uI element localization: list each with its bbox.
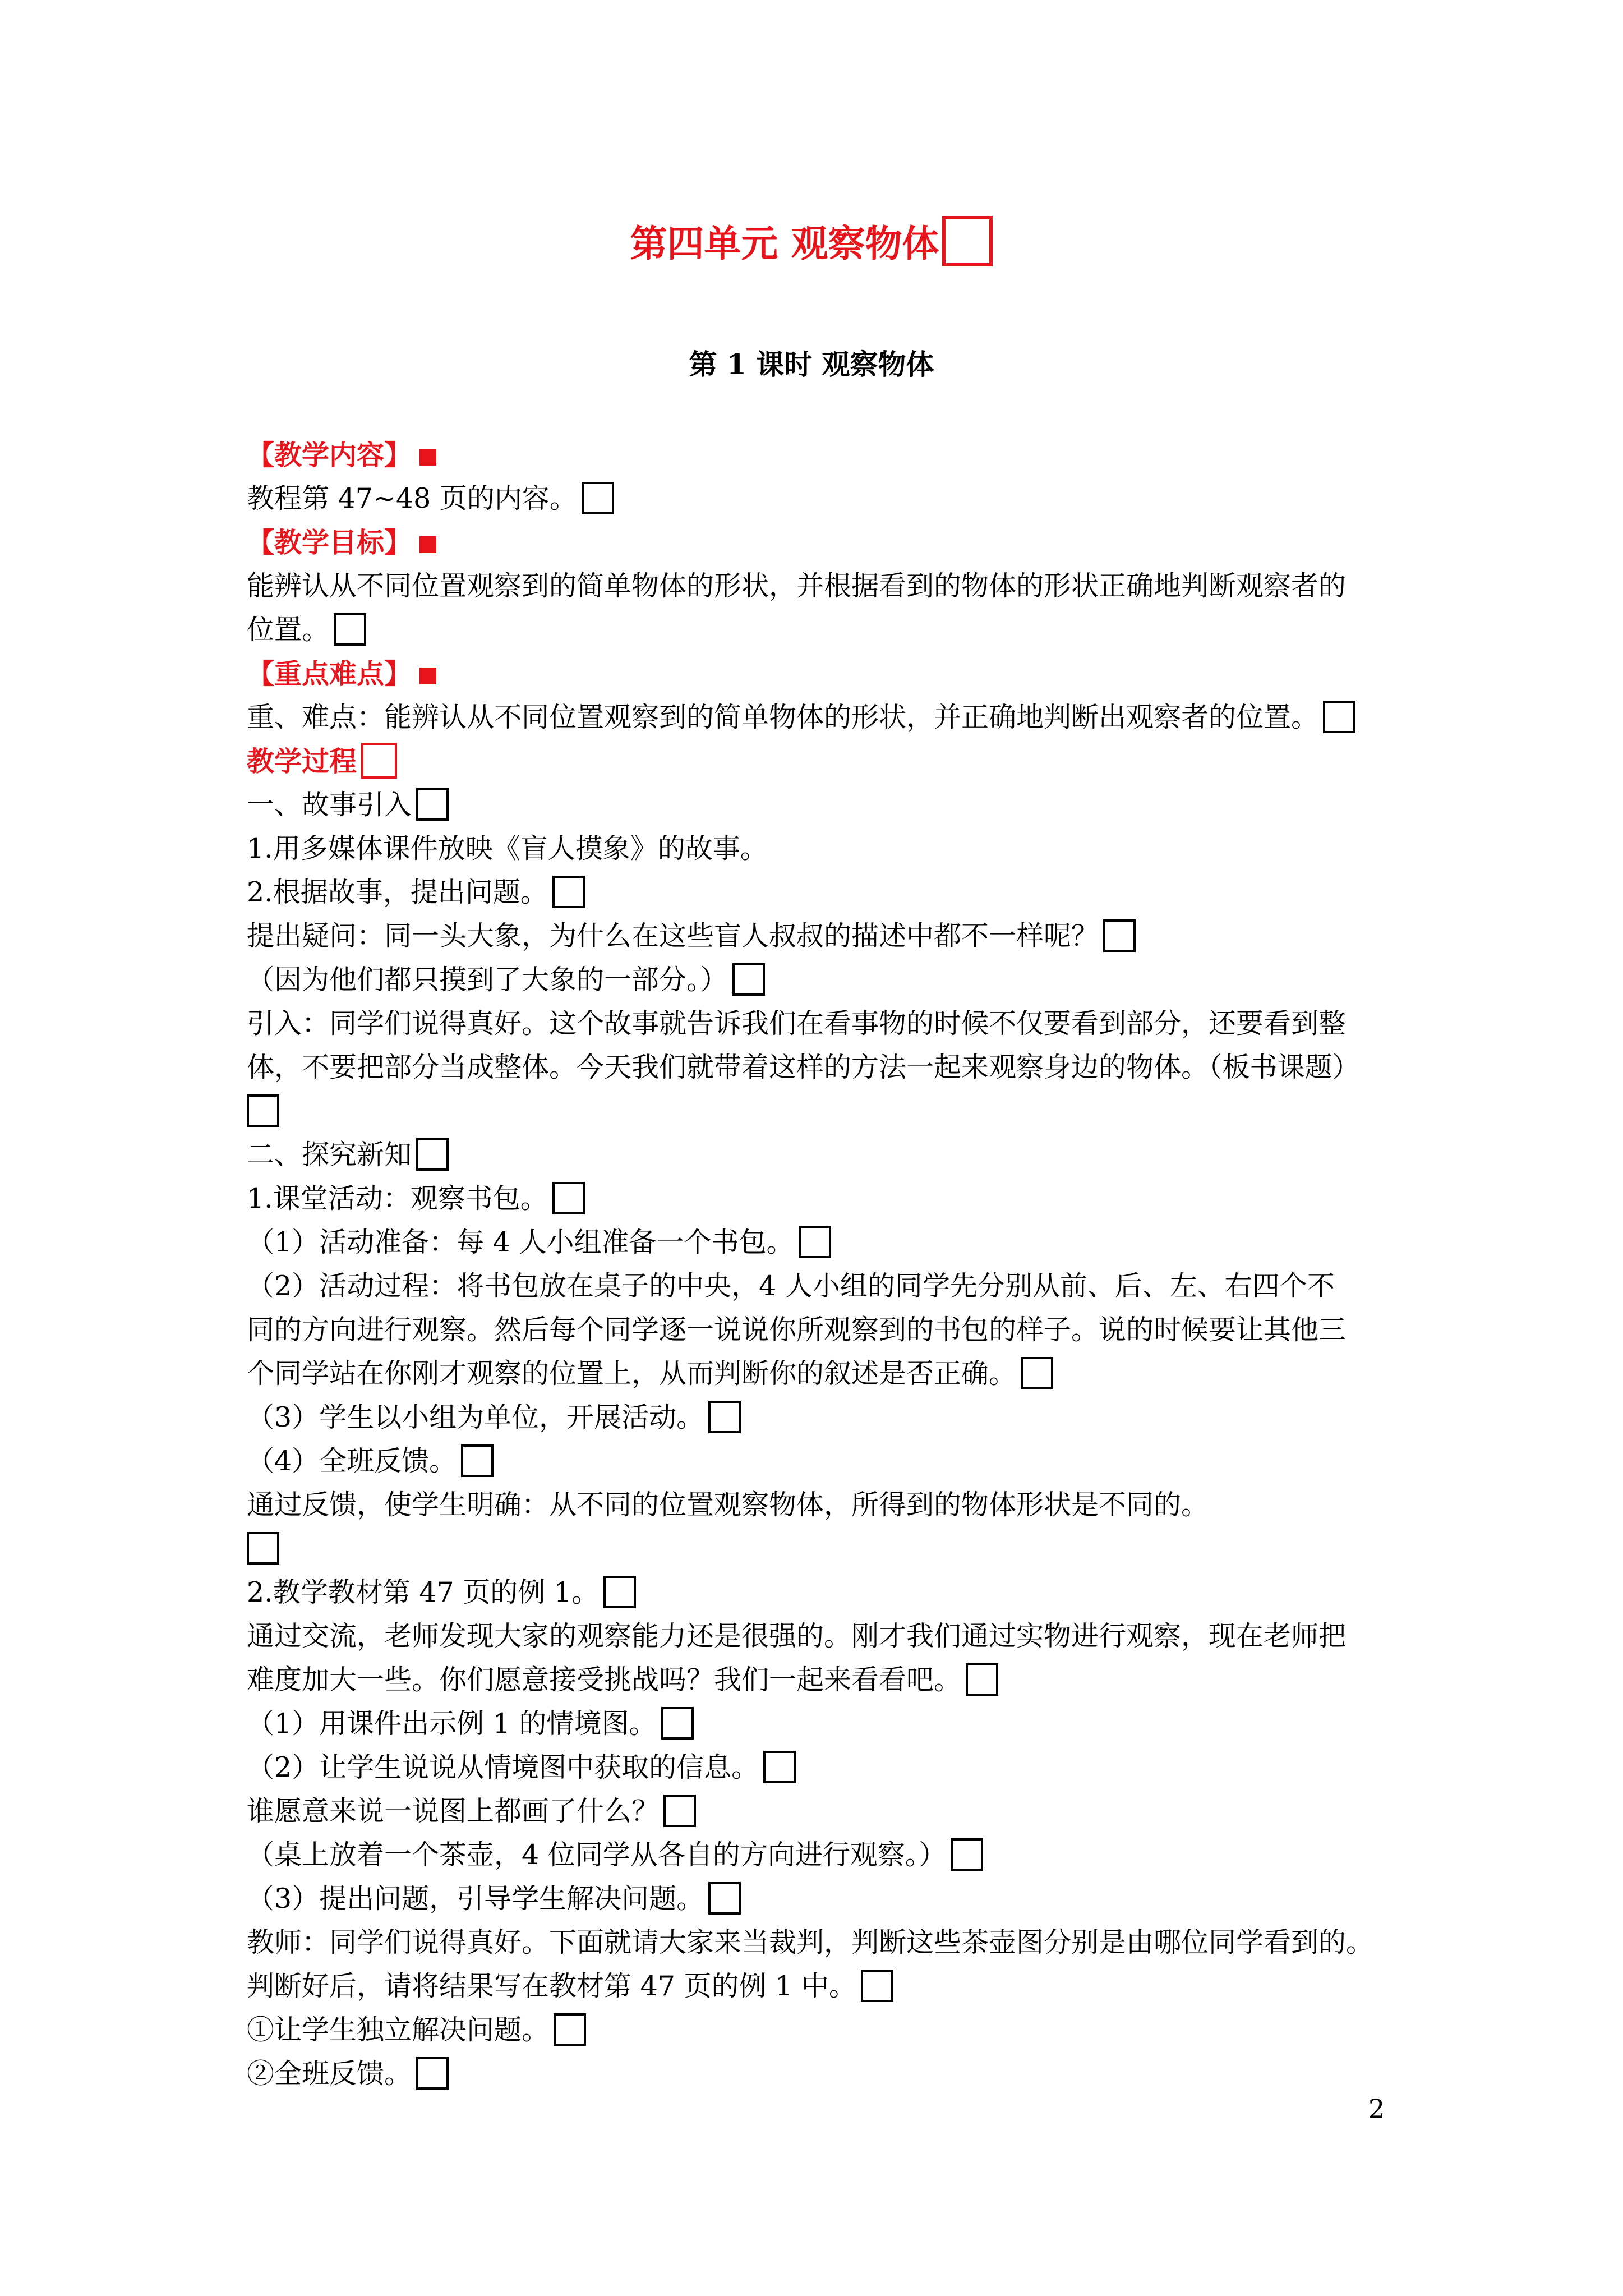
unit-title-text: 第四单元 观察物体: [630, 222, 939, 265]
line-text: 通过反馈，使学生明确：从不同的位置观察物体，所得到的物体形状是不同的。: [247, 1489, 1209, 1521]
empty-box: [708, 1401, 741, 1433]
text-line: [247, 1527, 1402, 1571]
line-text: 二、探究新知: [247, 1139, 412, 1171]
line-text: 难度加大一些。你们愿意接受挑战吗？我们一起来看看吧。: [247, 1664, 962, 1696]
line-text: 谁愿意来说一说图上都画了什么？: [247, 1795, 660, 1827]
line-text: （4）全班反馈。: [247, 1445, 457, 1477]
text-line: [247, 1396, 1402, 1439]
text-line: [247, 783, 1402, 827]
line-text: 教学过程: [247, 745, 357, 777]
empty-box: [1103, 919, 1136, 952]
line-text: （2）让学生说说从情境图中获取的信息。: [247, 1751, 759, 1783]
line-text: （1）用课件出示例 1 的情境图。: [247, 1708, 657, 1740]
line-text: 1.用多媒体课件放映《盲人摸象》的故事。: [247, 832, 768, 864]
text-line: [247, 827, 1402, 871]
empty-box: [763, 1751, 796, 1783]
empty-box: [663, 1795, 696, 1827]
empty-box: [247, 1532, 279, 1565]
empty-box: [708, 1882, 741, 1915]
red-square-icon: [419, 668, 436, 684]
line-text: （因为他们都只摸到了大象的一部分。）: [247, 964, 728, 996]
line-text: 2.根据故事，提出问题。: [247, 876, 548, 908]
text-line: [247, 1789, 1402, 1833]
empty-box: [416, 788, 449, 821]
empty-box: [552, 1182, 585, 1214]
text-line: [247, 1308, 1402, 1352]
text-line: [247, 2052, 1402, 2096]
empty-box: [1323, 701, 1355, 733]
line-text: 【教学内容】: [247, 439, 412, 471]
line-text: ①让学生独立解决问题。: [247, 2014, 550, 2046]
line-text: 通过交流，老师发现大家的观察能力还是很强的。刚才我们通过实物进行观察，现在老师把: [247, 1620, 1347, 1652]
text-line: [247, 1964, 1402, 2008]
text-line: [247, 1702, 1402, 1746]
empty-box: [799, 1226, 831, 1258]
line-text: （2）活动过程：将书包放在桌子的中央，4 人小组的同学先分别从前、后、左、右四个不: [247, 1270, 1335, 1302]
text-line: [247, 1746, 1402, 1789]
section-heading: [247, 521, 1402, 564]
text-line: [247, 1614, 1402, 1658]
text-line: [247, 1221, 1402, 1264]
document-body: [247, 433, 1402, 2096]
empty-box: [552, 876, 585, 908]
text-line: [247, 914, 1402, 958]
section-heading: [247, 739, 1402, 783]
text-line: [247, 608, 1402, 652]
line-text: ②全班反馈。: [247, 2058, 412, 2090]
line-text: （3）提出问题，引导学生解决问题。: [247, 1883, 704, 1915]
empty-box: [861, 1970, 893, 2002]
lesson-subtitle: 第 1 课时 观察物体: [689, 348, 934, 381]
empty-box: [582, 482, 614, 514]
red-square-icon: [419, 449, 436, 466]
line-text: 引入：同学们说得真好。这个故事就告诉我们在看事物的时候不仅要看到部分，还要看到整: [247, 1007, 1347, 1039]
line-text: （1）活动准备：每 4 人小组准备一个书包。: [247, 1226, 794, 1258]
red-outline-box: [942, 216, 993, 266]
empty-box: [461, 1444, 494, 1477]
empty-box: [966, 1663, 998, 1696]
text-line: [247, 1046, 1402, 1089]
text-line: [247, 1658, 1402, 1702]
text-line: [247, 1002, 1402, 1046]
text-line: [247, 1877, 1402, 1921]
line-text: （3）学生以小组为单位，开展活动。: [247, 1401, 704, 1433]
empty-box: [732, 963, 765, 996]
empty-box: [247, 1094, 279, 1127]
empty-box: [334, 613, 366, 646]
text-line: [247, 2008, 1402, 2052]
text-line: [247, 1483, 1402, 1527]
line-text: 体，不要把部分当成整体。今天我们就带着这样的方法一起来观察身边的物体。（板书课题）: [247, 1051, 1360, 1083]
text-line: [247, 564, 1402, 608]
line-text: 提出疑问：同一头大象，为什么在这些盲人叔叔的描述中都不一样呢？: [247, 920, 1099, 952]
line-text: 1.课堂活动：观察书包。: [247, 1182, 548, 1214]
red-outline-box: [361, 743, 397, 779]
text-line: [247, 958, 1402, 1002]
line-text: 【教学目标】: [247, 526, 412, 559]
line-text: 一、故事引入: [247, 789, 412, 821]
empty-box: [951, 1838, 983, 1871]
text-line: [247, 1177, 1402, 1221]
empty-box: [416, 2057, 449, 2090]
text-line: [247, 1571, 1402, 1614]
text-line: [247, 1352, 1402, 1396]
line-text: 同的方向进行观察。然后每个同学逐一说说你所观察到的书包的样子。说的时候要让其他三: [247, 1314, 1347, 1346]
text-line: [247, 1833, 1402, 1877]
text-line: [247, 1264, 1402, 1308]
page-number: 2: [1368, 2093, 1385, 2124]
text-line: [247, 1133, 1402, 1177]
line-text: 判断好后，请将结果写在教材第 47 页的例 1 中。: [247, 1970, 856, 2002]
empty-box: [1021, 1357, 1053, 1389]
line-text: 能辨认从不同位置观察到的简单物体的形状，并根据看到的物体的形状正确地判断观察者的: [247, 570, 1347, 602]
empty-box: [554, 2013, 586, 2046]
line-text: 【重点难点】: [247, 657, 412, 690]
text-line: [247, 871, 1402, 914]
text-line: [247, 696, 1402, 739]
empty-box: [416, 1138, 449, 1171]
line-text: 教程第 47~48 页的内容。: [247, 482, 577, 514]
line-text: 2.教学教材第 47 页的例 1。: [247, 1576, 600, 1608]
empty-box: [661, 1707, 694, 1740]
section-heading: [247, 652, 1402, 696]
line-text: （桌上放着一个茶壶，4 位同学从各自的方向进行观察。）: [247, 1839, 947, 1871]
line-text: 位置。: [247, 614, 330, 646]
text-line: [247, 1921, 1402, 1964]
text-line: [247, 1439, 1402, 1483]
text-line: [247, 1089, 1402, 1133]
text-line: [247, 477, 1402, 521]
line-text: 重、难点：能辨认从不同位置观察到的简单物体的形状，并正确地判断出观察者的位置。: [247, 701, 1319, 733]
empty-box: [603, 1576, 636, 1608]
line-text: 教师：同学们说得真好。下面就请大家来当裁判，判断这些茶壶图分别是由哪位同学看到的。: [247, 1926, 1374, 1958]
section-heading: [247, 433, 1402, 477]
unit-title: [0, 216, 1623, 269]
line-text: 个同学站在你刚才观察的位置上，从而判断你的叙述是否正确。: [247, 1358, 1017, 1389]
red-square-icon: [419, 536, 436, 553]
